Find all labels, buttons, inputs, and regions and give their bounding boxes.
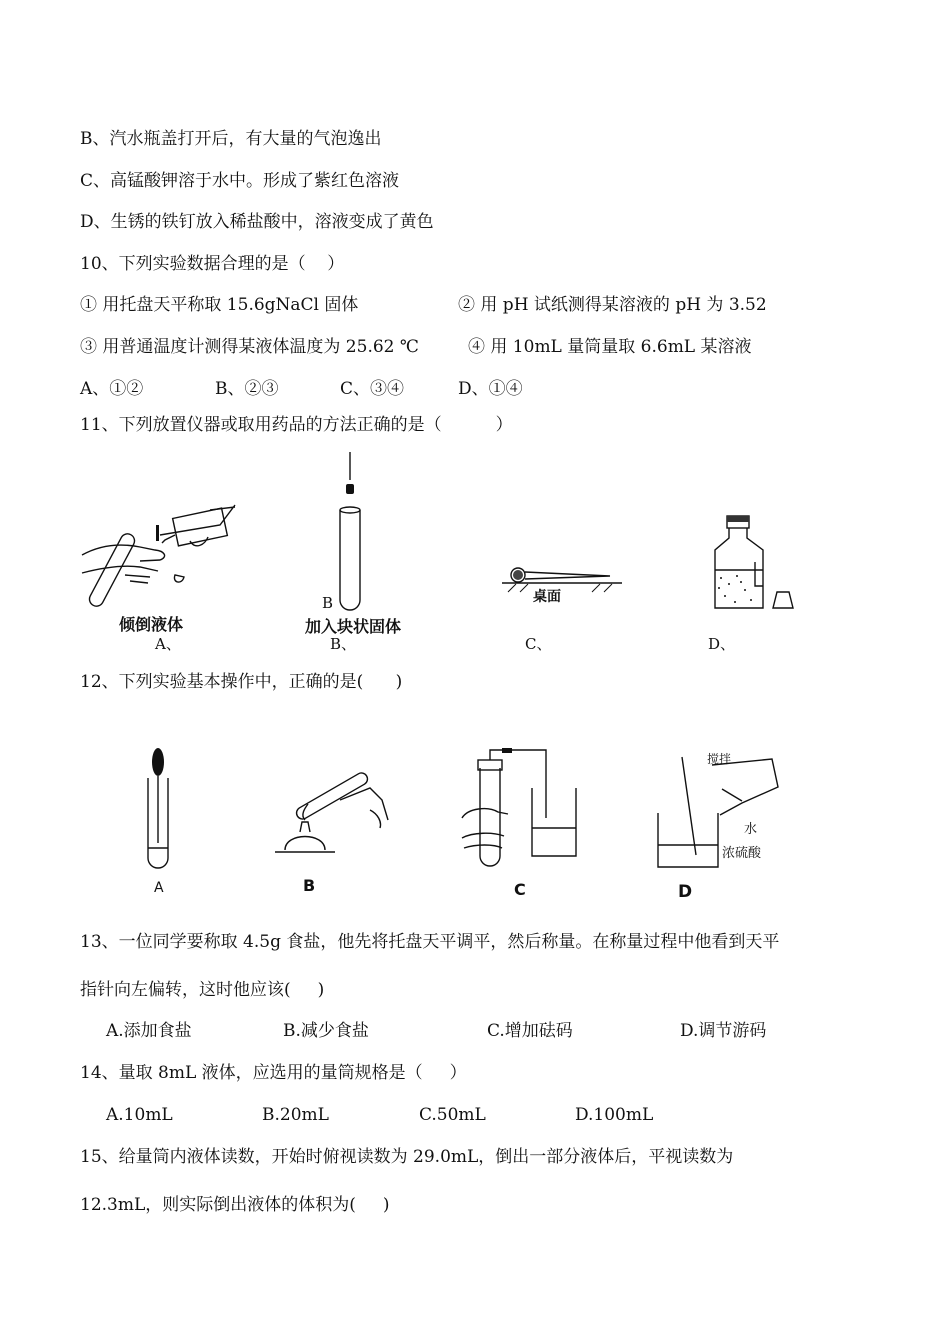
q11-figure-d-letter: D、 [708,635,736,653]
q10-item-3: ③ 用普通温度计测得某液体温度为 25.62 ℃ [80,337,419,357]
q14-option-b: B.20mL [262,1105,329,1125]
q10-item-1: ① 用托盘天平称取 15.6gNaCl 固体 [80,295,359,315]
q10-stem: 10、下列实验数据合理的是（ ） [80,254,345,274]
q14-option-d: D.100mL [575,1105,654,1125]
q10-option-d: D、①④ [458,379,523,399]
q10-option-c: C、③④ [340,379,405,399]
q11-figure-b-letter: B、 [330,635,357,653]
q11-figure-d [705,512,805,612]
q10-item-2: ② 用 pH 试纸测得某溶液的 pH 为 3.52 [458,295,767,315]
q11-figure-b-label: 加入块状固体 [305,617,402,636]
q12-figure-c [458,748,578,878]
q9-option-c: C、高锰酸钾溶于水中。形成了紫红色溶液 [80,171,400,191]
q11-figure-b [330,450,370,615]
q13-option-d: D.调节游码 [680,1021,767,1041]
q11-figure-a-label: 倾倒液体 [119,615,184,634]
q10-item-4: ④ 用 10mL 量筒量取 6.6mL 某溶液 [468,337,752,357]
q13-line-1: 13、一位同学要称取 4.5g 食盐，他先将托盘天平调平，然后称量。在称量过程中他看到天平 [80,932,780,952]
q11-figure-c [500,560,630,610]
q11-figure-c-letter: C、 [525,635,552,653]
q10-option-a: A、①② [80,379,144,399]
q12-figure-b-label: B [303,876,316,895]
q11-figure-a [80,495,245,615]
q13-option-b: B.减少食盐 [283,1021,369,1041]
q15-line-1: 15、给量筒内液体读数，开始时俯视读数为 29.0mL，倒出一部分液体后，平视读数为 [80,1147,734,1167]
q11-figure-c-label: 桌面 [533,589,561,605]
q14-option-a: A.10mL [106,1105,173,1125]
q12-stem: 12、下列实验基本操作中，正确的是( ) [80,672,403,692]
q12-figure-a-label: A [154,880,164,896]
q12-figure-d [652,745,792,875]
q11-figure-a-letter: A、 [155,635,181,653]
q13-line-2: 指针向左偏转，这时他应该( ) [80,980,325,1000]
q9-option-d: D、生锈的铁钉放入稀盐酸中，溶液变成了黄色 [80,212,434,232]
q12-figure-a [140,748,180,878]
q11-stem: 11、下列放置仪器或取用药品的方法正确的是（ ） [80,415,513,435]
q12-figure-b [270,770,400,860]
q13-option-c: C.增加砝码 [487,1021,573,1041]
q14-option-c: C.50mL [419,1105,486,1125]
q12-figure-d-label: D [678,882,693,902]
q12-figure-d-stir: 搅拌 [707,752,732,766]
q11-figure-b-top: B [322,594,334,612]
q15-line-2: 12.3mL，则实际倒出液体的体积为( ) [80,1195,390,1215]
q12-figure-d-acid: 浓硫酸 [722,846,762,861]
q9-option-b: B、汽水瓶盖打开后，有大量的气泡逸出 [80,129,382,149]
q10-option-b: B、②③ [215,379,279,399]
q14-stem: 14、量取 8mL 液体，应选用的量筒规格是（ ） [80,1063,467,1083]
q13-option-a: A.添加食盐 [106,1021,192,1041]
q12-figure-c-label: C [514,880,526,899]
q12-figure-d-water: 水 [744,822,758,837]
